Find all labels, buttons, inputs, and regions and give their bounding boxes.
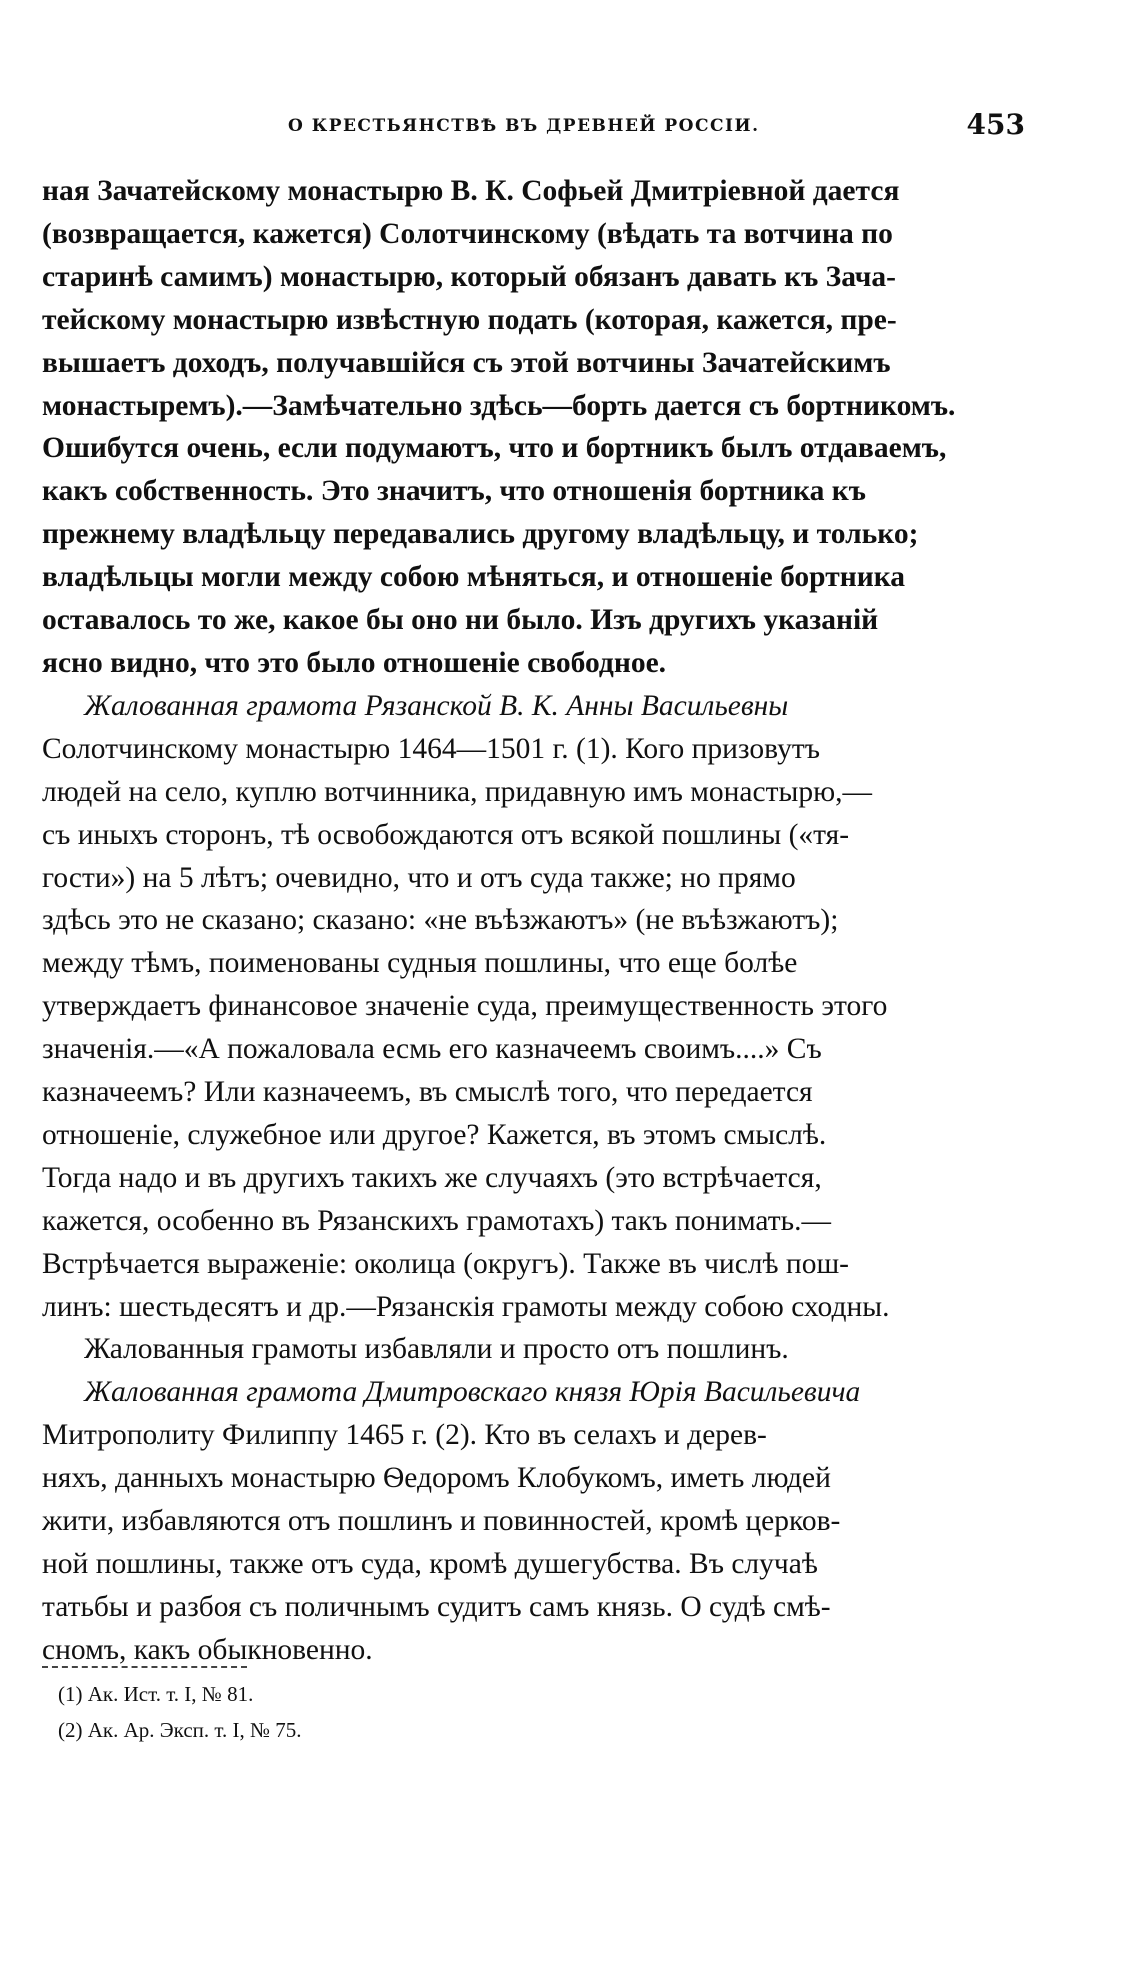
text-line: съ иныхъ сторонъ, тѣ освобождаются отъ всякой пошлины («тя- — [42, 818, 850, 851]
text-line: жити, избавляются отъ пошлинъ и повинностей, кромѣ церков- — [42, 1505, 841, 1538]
text-line: Тогда надо и въ другихъ такихъ же случаяхъ (это встрѣчается, — [42, 1161, 822, 1194]
text-line: Митрополиту Филиппу 1465 г. (2). Кто въ селахъ и дерев- — [42, 1419, 767, 1452]
paragraph-3 — [42, 1328, 1012, 1371]
text-line: Встрѣчается выраженіе: околица (округъ). Также въ числѣ пош- — [42, 1247, 849, 1280]
text-line: ная Зачатейскому монастырю В. К. Софьей Дмитріевной дается — [42, 175, 900, 207]
text-line: монастыремъ).—Замѣчательно здѣсь—борть дается съ бортникомъ. — [42, 389, 956, 422]
text-line: людей на село, куплю вотчинника, придавную имъ монастырю,— — [42, 775, 872, 808]
text-line: казначеемъ? Или казначеемъ, въ смыслѣ того, что передается — [42, 1076, 813, 1109]
text-line: тейскому монастырю извѣстную подать (которая, кажется, пре- — [42, 303, 897, 336]
text-line: линъ: шестьдесятъ и др.—Рязанскія грамоты между собою сходны. — [42, 1290, 890, 1323]
text-line: между тѣмъ, поименованы судныя пошлины, что еще болѣе — [42, 947, 798, 980]
text-line: отношеніе, служебное или другое? Кажется, въ этомъ смыслѣ. — [42, 1118, 827, 1151]
text-line: ной пошлины, также отъ суда, кромѣ душегубства. Въ случаѣ — [42, 1548, 818, 1580]
paragraph-1 — [42, 170, 1012, 685]
text-line: вышаетъ доходъ, получавшійся съ этой вотчины Зачатейскимъ — [42, 346, 891, 379]
footnotes — [58, 1676, 758, 1748]
text-line: кажется, особенно въ Рязанскихъ грамотахъ) такъ понимать.— — [42, 1204, 831, 1237]
text-line: ясно видно, что это было отношеніе свободное. — [42, 646, 667, 679]
text-line: Жалованная грамота Дмитровскаго князя Юрія Васильевича — [84, 1376, 861, 1409]
page-header — [270, 108, 1025, 148]
text-line: старинѣ самимъ) монастырю, который обязанъ давать къ Зача- — [42, 260, 896, 293]
text-line: какъ собственность. Это значитъ, что отношенія бортника къ — [42, 475, 866, 508]
footnote-2: (2) Ак. Ар. Эксп. т. I, № 75. — [58, 1718, 302, 1742]
text-line: прежнему владѣльцу передавались другому владѣльцу, и только; — [42, 518, 919, 551]
text-line: оставалось то же, какое бы оно ни было. Изъ другихъ указаній — [42, 604, 879, 637]
text-line: сномъ, какъ обыкновенно. — [42, 1633, 373, 1666]
footnote-1: (1) Ак. Ист. т. I, № 81. — [58, 1682, 254, 1706]
text-line: Жалованная грамота Рязанской В. К. Анны Васильевны — [84, 689, 789, 722]
text-line: Солотчинскому монастырю 1464—1501 г. (1). Кого призовутъ — [42, 732, 820, 765]
running-title: О КРЕСТЬЯНСТВѢ ВЪ ДРЕВНЕЙ РОССІИ. — [288, 116, 760, 136]
text-line: татьбы и разбоя съ поличнымъ судитъ самъ князь. О судѣ смѣ- — [42, 1590, 831, 1623]
footnote-separator — [42, 1666, 247, 1668]
text-line: гости») на 5 лѣтъ; очевидно, что и отъ суда также; но прямо — [42, 861, 796, 894]
paragraph-2 — [42, 685, 1012, 1329]
body-text — [42, 170, 1012, 1672]
text-line: Ошибутся очень, если подумаютъ, что и бортникъ былъ отдаваемъ, — [42, 432, 947, 465]
text-line: значенія.—«А пожаловала есмь его казначеемъ своимъ....» Съ — [42, 1033, 822, 1066]
text-line: (возвращается, кажется) Солотчинскому (вѣдать та вотчина по — [42, 217, 893, 250]
text-line: утверждаетъ финансовое значеніе суда, преимущественность этого — [42, 990, 888, 1023]
text-line: владѣльцы могли между собою мѣняться, и отношеніе бортника — [42, 561, 905, 594]
text-line: здѣсь это не сказано; сказано: «не въѣзжаютъ» (не въѣзжаютъ); — [42, 904, 839, 937]
text-line: няхъ, данныхъ монастырю Ѳедоромъ Клобукомъ, иметь людей — [42, 1462, 831, 1495]
page-number: 453 — [966, 108, 1025, 141]
text-line: Жалованныя грамоты избавляли и просто отъ пошлинъ. — [84, 1333, 789, 1366]
paragraph-4 — [42, 1371, 1012, 1671]
